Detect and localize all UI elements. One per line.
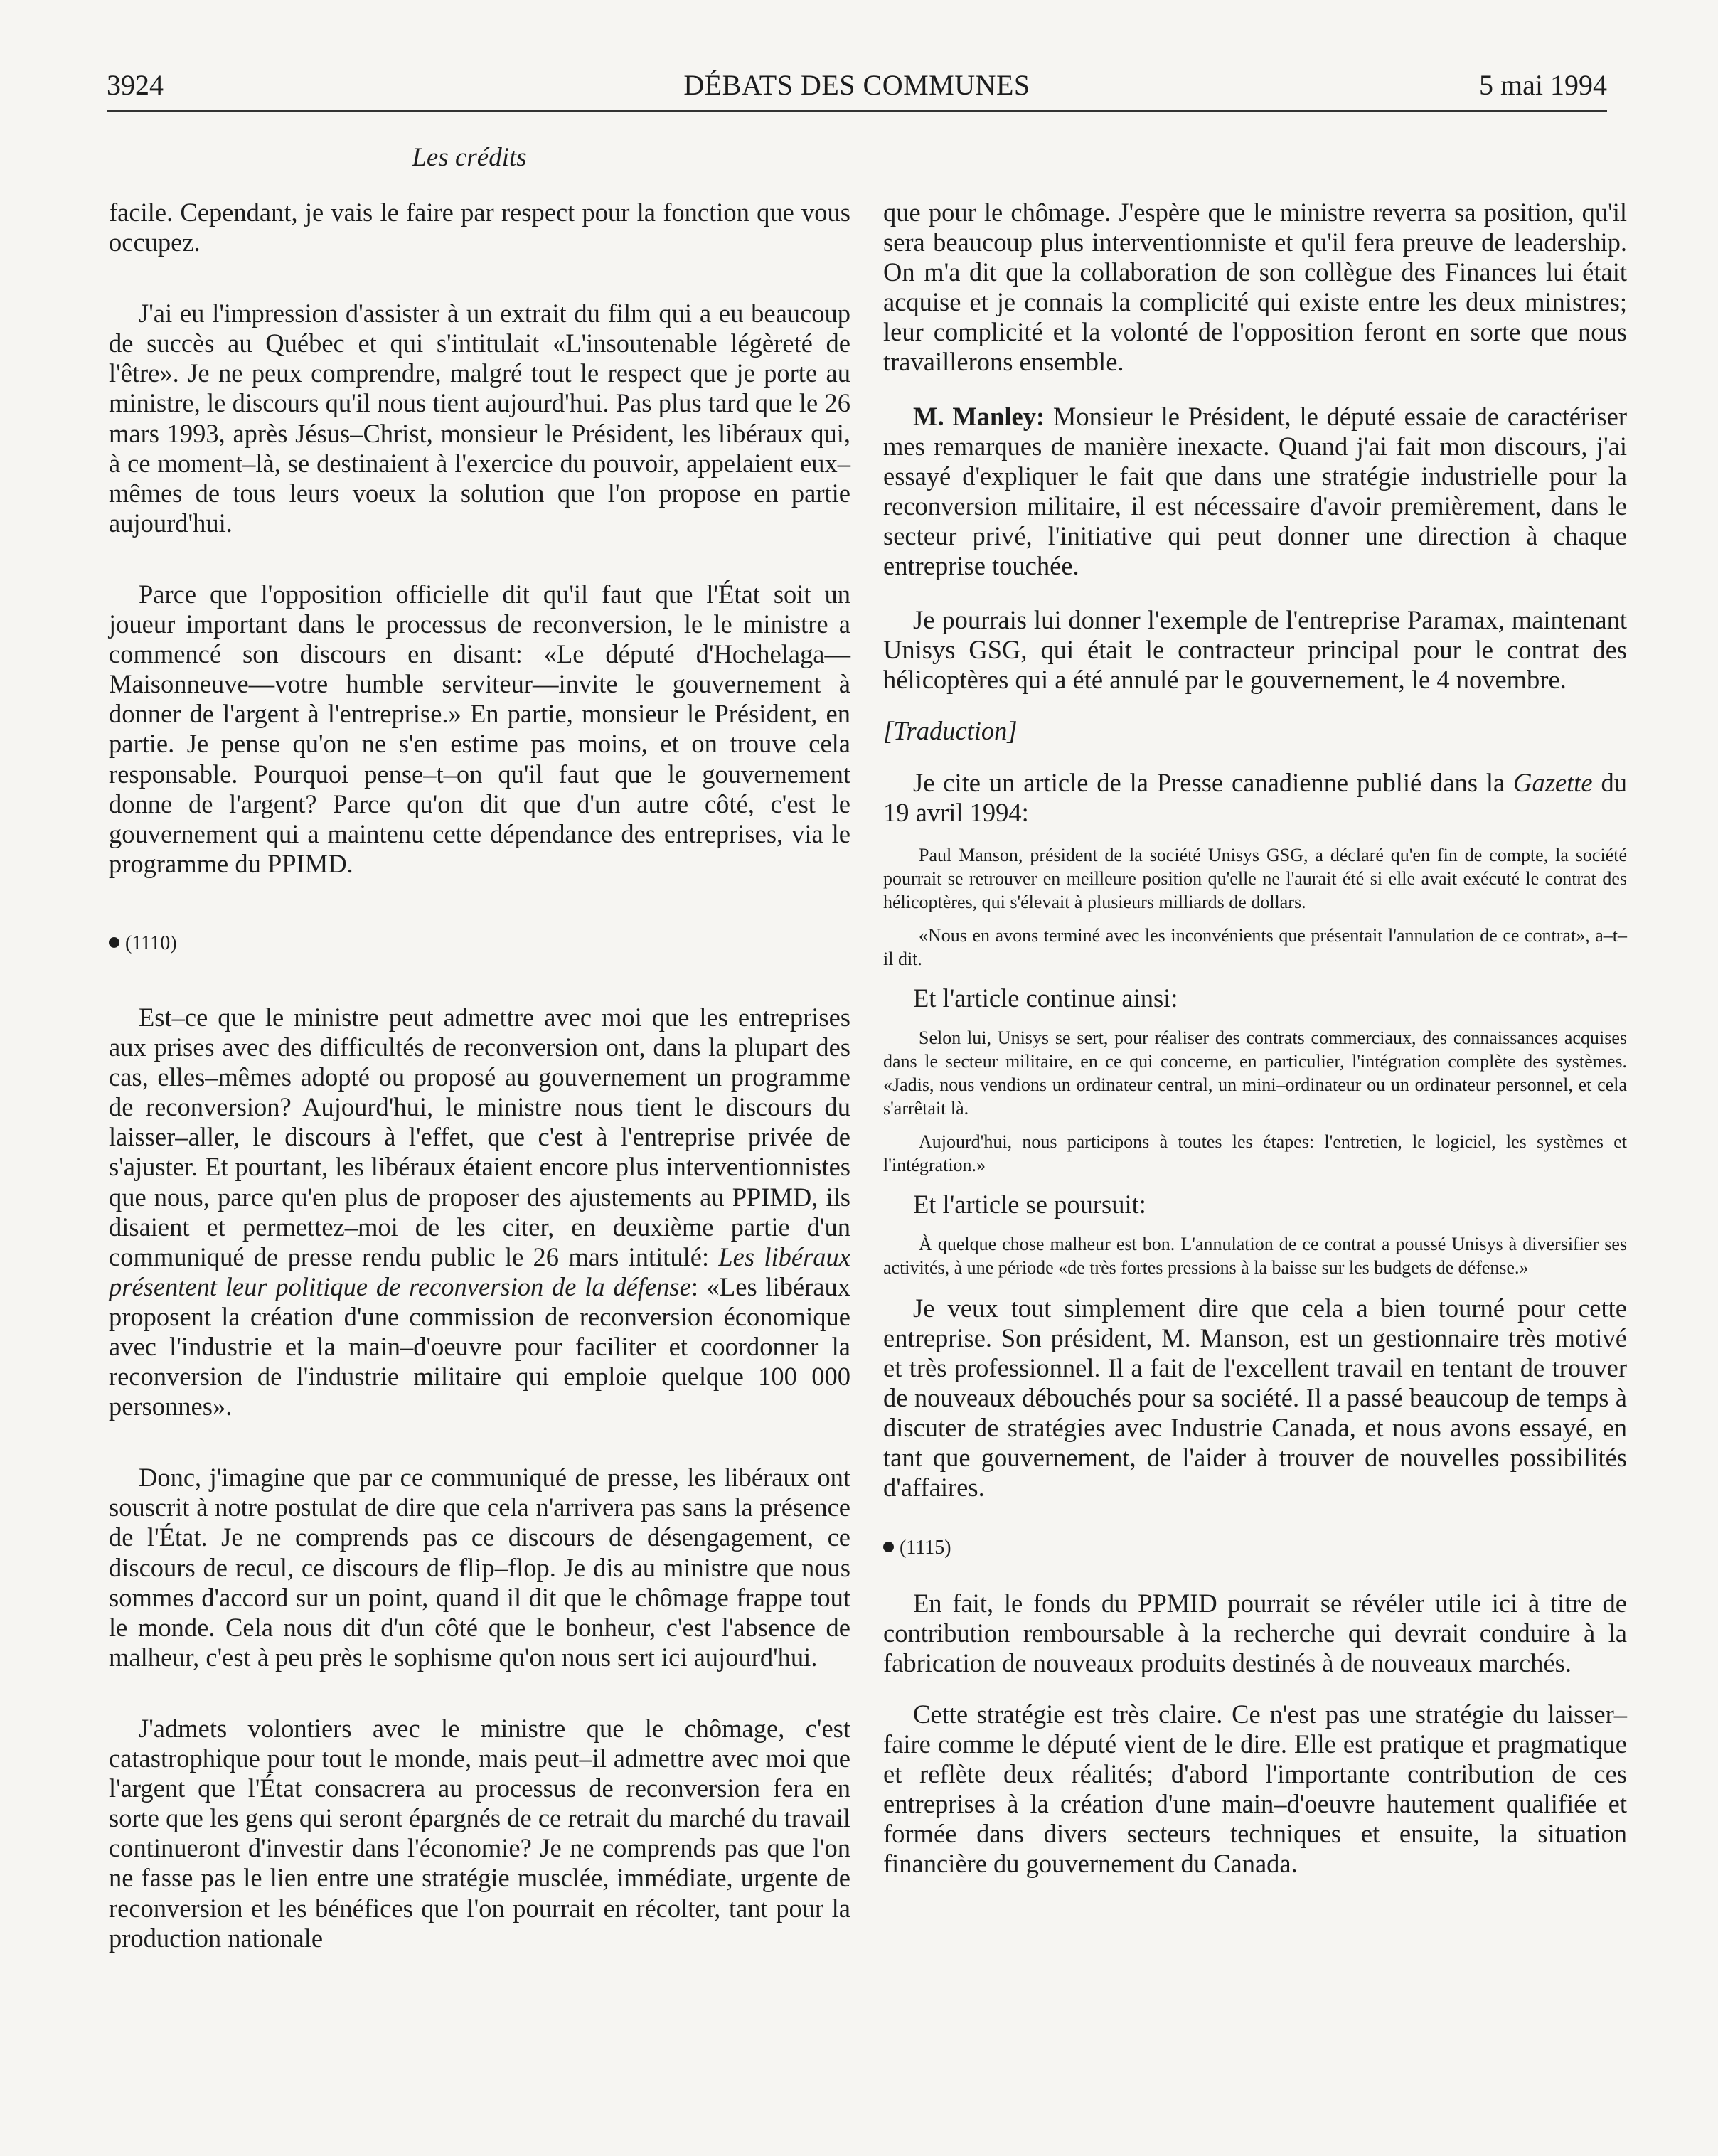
paragraph: que pour le chômage. J'espère que le ministre reverra sa position, qu'il sera beaucoup plus interventionniste et qu'il fera preuve de leadership. On m'a dit que la collaboration de son collègue des Finances lui était acquise et je connais la complicité qui existe entre les deux ministres; leur complicité et la volonté de l'opposition feront en sorte que nous travaillerons ensemble. xyxy=(883,198,1627,377)
paragraph: Et l'article se poursuit: xyxy=(913,1189,1146,1219)
press-release-title: Les libéraux présentent leur politique de reconversion de la défense xyxy=(109,1242,850,1301)
timestamp-text: (1110) xyxy=(125,932,177,954)
paragraph xyxy=(883,768,1627,828)
page-header xyxy=(107,68,1607,108)
right-column xyxy=(883,198,1627,1909)
paragraph-text: Monsieur le Président, le député essaie de caractériser mes remarques de manière inexacte. Quand j'ai fait mon discours, j'ai essayé d'expliquer le fait que dans une stratégie industrielle pour la reconversion militaire, il est nécessaire d'avoir premièrement, dans le secteur privé, l'initiative qui peut donner une direction à chaque entreprise touchée. xyxy=(883,401,1627,581)
timestamp-marker xyxy=(883,1533,1627,1563)
paragraph: J'ai eu l'impression d'assister à un extrait du film qui a eu beaucoup de succès au Québec et qui s'intitulait «L'insoutenable légèreté de l'être». Je ne peux comprendre, malgré tout le respect que je porte au ministre, le discours qu'il nous tient aujourd'hui. Pas plus tard que le 26 mars 1993, après Jésus–Christ, monsieur le Président, les libéraux qui, à ce moment–là, se destinaient à l'exercice du pouvoir, appelaient eux–mêmes de tous leurs voeux la solution que l'on propose en partie aujourd'hui. xyxy=(109,299,850,538)
paragraph: En fait, le fonds du PPMID pourrait se révéler utile ici à titre de contribution remboursable à la recherche qui devrait conduire à la fabrication de nouveaux produits destinés à de nouveaux marchés. xyxy=(883,1588,1627,1677)
bullet-icon xyxy=(883,1542,894,1552)
left-column xyxy=(109,198,850,1983)
section-title: Les crédits xyxy=(412,143,527,172)
block-quote: «Nous en avons terminé avec les inconvénients que présentait l'annulation de ce contrat», a–t–il dit. xyxy=(883,924,1627,969)
paragraph-text: Est–ce que le ministre peut admettre avec moi que les entreprises aux prises avec des difficultés de reconversion ont, dans la plupart des cas, elles–mêmes adopté ou proposé au gouvernement un programme de reconversion? Aujourd'hui, le ministre nous tient le discours du laisser–aller, le discours à l'effet, que c'est à l'entreprise privée de s'ajuster. Et pourtant, les libéraux étaient encore plus interventionnistes que nous, parce qu'en plus de proposer des ajustements au PPIMD, ils disaient et permettez–moi de les citer, en deuxième partie d'un communiqué de presse rendu public le 26 mars intitulé: xyxy=(109,1002,850,1271)
issue-date: 5 mai 1994 xyxy=(1479,69,1607,101)
timestamp-text: (1115) xyxy=(900,1536,951,1559)
publication-title: DÉBATS DES COMMUNES xyxy=(683,69,1030,101)
speaker-name: M. Manley: xyxy=(913,401,1045,431)
paragraph: Je pourrais lui donner l'exemple de l'entreprise Paramax, maintenant Unisys GSG, qui était le contracteur principal pour le contrat des hélicoptères qui a été annulé par le gouvernement, le 4 novembre. xyxy=(883,605,1627,695)
paragraph: Je veux tout simplement dire que cela a bien tourné pour cette entreprise. Son président, M. Manson, est un gestionnaire très motivé et très professionnel. Il a fait de l'excellent travail en tentant de trouver de nouveaux débouchés pour sa société. Il a passé beaucoup de temps à discuter de stratégies avec Industrie Canada, et nous avons essayé, en tant que gouvernement, de l'aider à trouver de nouvelles possibilités d'affaires. xyxy=(883,1293,1627,1503)
timestamp-marker xyxy=(109,929,850,959)
paragraph: Parce que l'opposition officielle dit qu'il faut que l'État soit un joueur important dans le processus de reconversion, le le ministre a commencé son discours en disant: «Le député d'Hochelaga—Maisonneuve—votre humble serviteur—invite le gouvernement à donner de l'argent à l'entreprise.» En partie, monsieur le Président, en partie. Je pense qu'on ne s'en estime pas moins, et on trouve cela responsable. Pourquoi pense–t–on qu'il faut que le gouvernement donne de l'argent? Parce qu'on dit que d'un autre côté, c'est le gouvernement qui a maintenu cette dépendance des entreprises, via le programme du PPIMD. xyxy=(109,579,850,878)
bullet-icon xyxy=(109,937,119,948)
paragraph-text: Je cite un article de la Presse canadienne publié dans la xyxy=(913,767,1514,797)
block-quote: Paul Manson, président de la société Unisys GSG, a déclaré qu'en fin de compte, la société pourrait se retrouver en meilleure position qu'elle ne l'aurait été si elle avait exécuté le contrat des hélicoptères, qui s'élevait à plusieurs milliards de dollars. xyxy=(883,844,1627,912)
paragraph xyxy=(109,1003,850,1421)
paragraph: Cette stratégie est très claire. Ce n'est pas une stratégie du laisser–faire comme le député vient de le dire. Elle est pratique et pragmatique et reflète deux réalités; d'abord l'importante contribution de ces entreprises à la création d'une main–d'oeuvre hautement qualifiée et formée dans divers secteurs techniques et ensuite, la situation financière du gouvernement du Canada. xyxy=(883,1699,1627,1879)
paragraph-text: : «Les libéraux proposent la création d'une commission de reconversion économique avec l'industrie et la main–d'oeuvre pour faciliter et coordonner la reconversion de l'industrie militaire qui emploie quelque 100 000 personnes». xyxy=(109,1271,850,1421)
paragraph xyxy=(883,402,1627,582)
paragraph-text: du 19 avril 1994: xyxy=(883,767,1628,827)
block-quote: À quelque chose malheur est bon. L'annulation de ce contrat a poussé Unisys à diversifier ses activités, à une période «de très fortes pressions à la baisse sur les budgets de défense.» xyxy=(883,1233,1627,1278)
paragraph: J'admets volontiers avec le ministre que le chômage, c'est catastrophique pour tout le monde, mais peut–il admettre avec moi que l'argent que l'État consacrera au processus de reconversion fera en sorte que les gens qui seront épargnés de ce retrait du marché du travail continueront d'investir dans l'économie? Je ne comprends pas que l'on ne fasse pas le lien entre une stratégie musclée, immédiate, urgente de reconversion et les bénéfices que l'on pourrait en récolter, tant pour la production nationale xyxy=(109,1713,850,1953)
block-quote: Aujourd'hui, nous participons à toutes les étapes: l'entretien, le logiciel, les systèmes et l'intégration.» xyxy=(883,1131,1627,1175)
paragraph: Donc, j'imagine que par ce communiqué de presse, les libéraux ont souscrit à notre postulat de dire que cela n'arrivera pas sans la présence de l'État. Je ne comprends pas ce discours de désengagement, ce discours de recul, ce discours de flip–flop. Je dis au ministre que nous sommes d'accord sur un point, quand il dit que le chômage frappe tout le monde. Cela nous dit d'un côté que le bonheur, c'est l'absence de malheur, c'est à peu près le sophisme qu'on nous sert ici aujourd'hui. xyxy=(109,1463,850,1672)
block-quote: Selon lui, Unisys se sert, pour réaliser des contrats commerciaux, des connaissances acquises dans le secteur militaire, en ce qui concerne, en particulier, l'intégration complète des systèmes. «Jadis, nous vendions un ordinateur central, un mini–ordinateur ou un ordinateur personnel, et cela s'arrêtait là. xyxy=(883,1027,1627,1119)
page-number: 3924 xyxy=(107,69,164,101)
translation-label: [Traduction] xyxy=(883,716,1018,746)
paragraph: Et l'article continue ainsi: xyxy=(913,983,1178,1013)
header-rule xyxy=(107,110,1607,112)
publication-name: Gazette xyxy=(1513,767,1593,797)
paragraph: facile. Cependant, je vais le faire par respect pour la fonction que vous occupez. xyxy=(109,198,850,257)
